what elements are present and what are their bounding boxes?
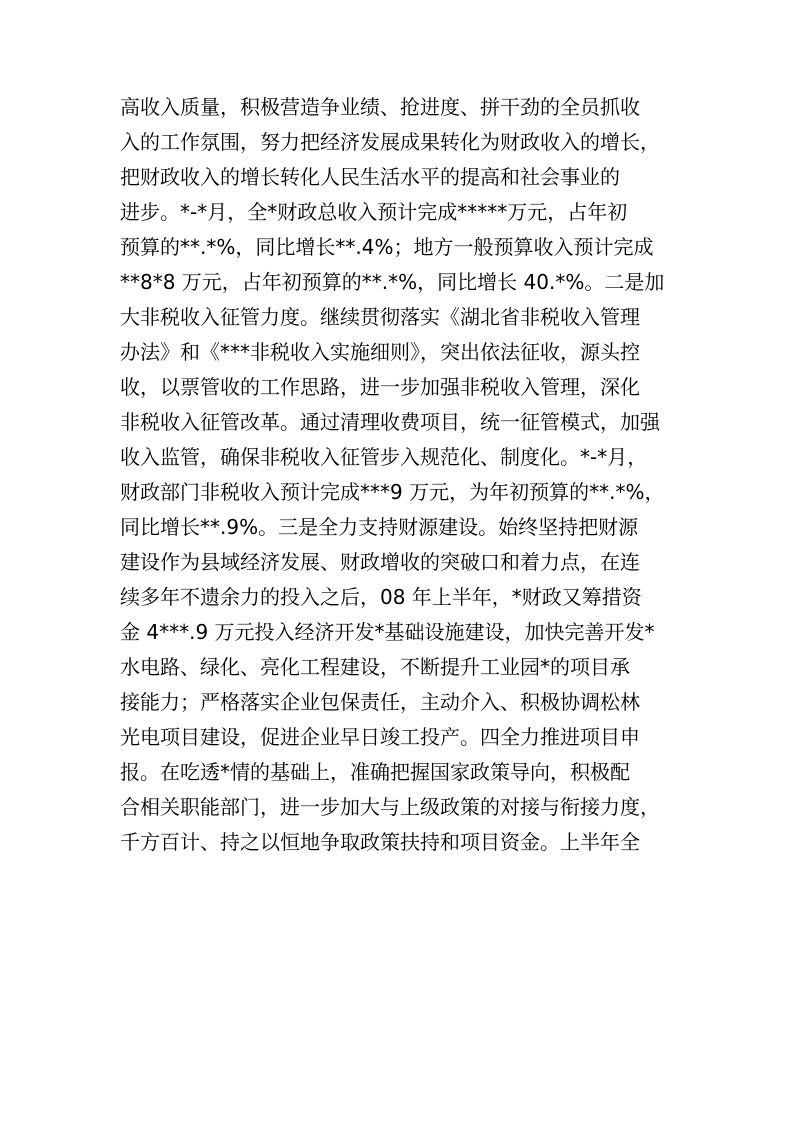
text-line: 入的工作氛围，努力把经济发展成果转化为财政收入的增长，: [120, 130, 660, 154]
text-line: 接能力；严格落实企业包保责任，主动介入、积极协调松林: [120, 690, 640, 714]
body-text: [120, 90, 680, 860]
text-line: 千方百计、持之以恒地争取政策扶持和项目资金。上半年全: [120, 830, 640, 854]
text-line: 合相关职能部门，进一步加大与上级政策的对接与衔接力度，: [120, 795, 660, 819]
text-line: 进步。*-*月，全*财政总收入预计完成*****万元，占年初: [120, 200, 628, 224]
text-line: **8*8 万元，占年初预算的**.*%，同比增长 40.*%。二是加: [120, 270, 665, 294]
text-line: 续多年不遗余力的投入之后，08 年上半年，*财政又筹措资: [120, 585, 642, 609]
text-line: 财政部门非税收入预计完成***9 万元，为年初预算的**.*%，: [120, 480, 665, 504]
text-line: 高收入质量，积极营造争业绩、抢进度、拼干劲的全员抓收: [120, 95, 640, 119]
text-line: 收，以票管收的工作思路，进一步加强非税收入管理，深化: [120, 375, 640, 399]
text-line: 收入监管，确保非税收入征管步入规范化、制度化。*-*月，: [120, 445, 648, 469]
text-line: 办法》和《***非税收入实施细则》，突出依法征收，源头控: [120, 340, 640, 364]
text-line: 把财政收入的增长转化人民生活水平的提高和社会事业的: [120, 165, 620, 189]
text-line: 预算的**.*%，同比增长**.4%；地方一般预算收入预计完成: [120, 235, 654, 259]
text-line: 非税收入征管改革。通过清理收费项目，统一征管模式，加强: [120, 410, 660, 434]
text-line: 同比增长**.9%。三是全力支持财源建设。始终坚持把财源: [120, 515, 639, 539]
text-line: 建设作为县域经济发展、财政增收的突破口和着力点，在连: [120, 550, 640, 574]
text-line: 金 4***.9 万元投入经济开发*基础设施建设，加快完善开发*: [120, 620, 655, 644]
text-line: 报。在吃透*情的基础上，准确把握国家政策导向，积极配: [120, 760, 630, 784]
text-line: 水电路、绿化、亮化工程建设，不断提升工业园*的项目承: [120, 655, 630, 679]
text-line: 大非税收入征管力度。继续贯彻落实《湖北省非税收入管理: [120, 305, 640, 329]
text-line: 光电项目建设，促进企业早日竣工投产。四全力推进项目申: [120, 725, 640, 749]
